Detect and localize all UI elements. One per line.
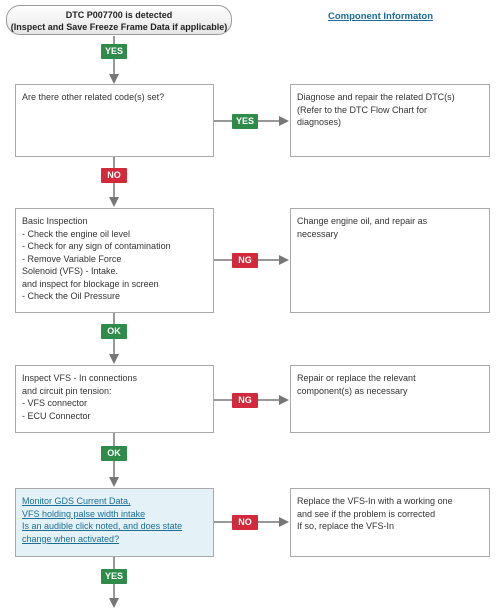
question-line: Inspect VFS - In connections	[22, 373, 138, 383]
question-box-monitor-gds	[15, 488, 214, 557]
yes-badge-related-codes: YES	[232, 114, 258, 129]
gds-link-line[interactable]: VFS holding palse width intake	[22, 508, 146, 519]
question-box-related-codes	[15, 84, 214, 157]
ng-badge-basic-inspection: NG	[232, 253, 258, 268]
action-line: Repair or replace the relevant	[297, 373, 416, 383]
yes-badge-start: YES	[101, 44, 127, 59]
action-box-replace-vfs	[290, 488, 490, 557]
question-line: Solenoid (VFS) - Intake.	[22, 266, 119, 276]
action-line: diagnoses)	[297, 117, 342, 127]
start-title: DTC P007700 is detected	[65, 10, 173, 20]
component-information-link[interactable]: Component Informaton	[328, 11, 434, 22]
gds-link-line[interactable]: change when activated?	[22, 533, 120, 544]
question-line: - Remove Variable Force	[22, 253, 122, 264]
start-node	[6, 5, 232, 35]
ng-badge-inspect-connections: NG	[232, 393, 258, 408]
ok-badge-inspect-connections: OK	[101, 446, 127, 461]
action-line: If so, replace the VFS-In	[297, 521, 395, 531]
yes-badge-monitor-gds: YES	[101, 569, 127, 584]
action-line: Change engine oil, and repair as	[297, 216, 428, 226]
question-line: Are there other related code(s) set?	[22, 92, 165, 102]
action-line: component(s) as necessary	[297, 385, 408, 396]
action-line: Diagnose and repair the related DTC(s)	[297, 92, 455, 102]
action-box-change-oil	[290, 208, 490, 313]
no-badge-related-codes: NO	[101, 168, 127, 183]
action-line: Replace the VFS-In with a working one	[297, 496, 453, 506]
action-line: and see if the problem is corrected	[297, 508, 436, 519]
question-line: and circuit pin tension:	[22, 385, 112, 396]
question-box-basic-inspection	[15, 208, 214, 313]
question-line: - Check the Oil Pressure	[22, 291, 121, 301]
question-box-inspect-connections	[15, 365, 214, 433]
action-box-repair-components	[290, 365, 490, 433]
action-line: (Refer to the DTC Flow Chart for	[297, 104, 428, 115]
gds-link-line[interactable]: Monitor GDS Current Data,	[22, 496, 131, 506]
question-line: - Check for any sign of contamination	[22, 241, 171, 251]
start-subtitle: (Inspect and Save Freeze Frame Data if applicable)	[10, 22, 228, 32]
gds-link-line[interactable]: Is an audible click noted, and does state	[22, 521, 183, 531]
no-badge-monitor-gds: NO	[232, 515, 258, 530]
action-box-repair-dtc	[290, 84, 490, 157]
ok-badge-basic-inspection: OK	[101, 324, 127, 339]
question-line: - VFS connector	[22, 398, 88, 408]
action-line: necessary	[297, 228, 339, 239]
question-line: and inspect for blockage in screen	[22, 278, 159, 289]
question-line: - Check the engine oil level	[22, 228, 131, 239]
question-line: Basic Inspection	[22, 216, 88, 226]
question-line: - ECU Connector	[22, 410, 91, 421]
